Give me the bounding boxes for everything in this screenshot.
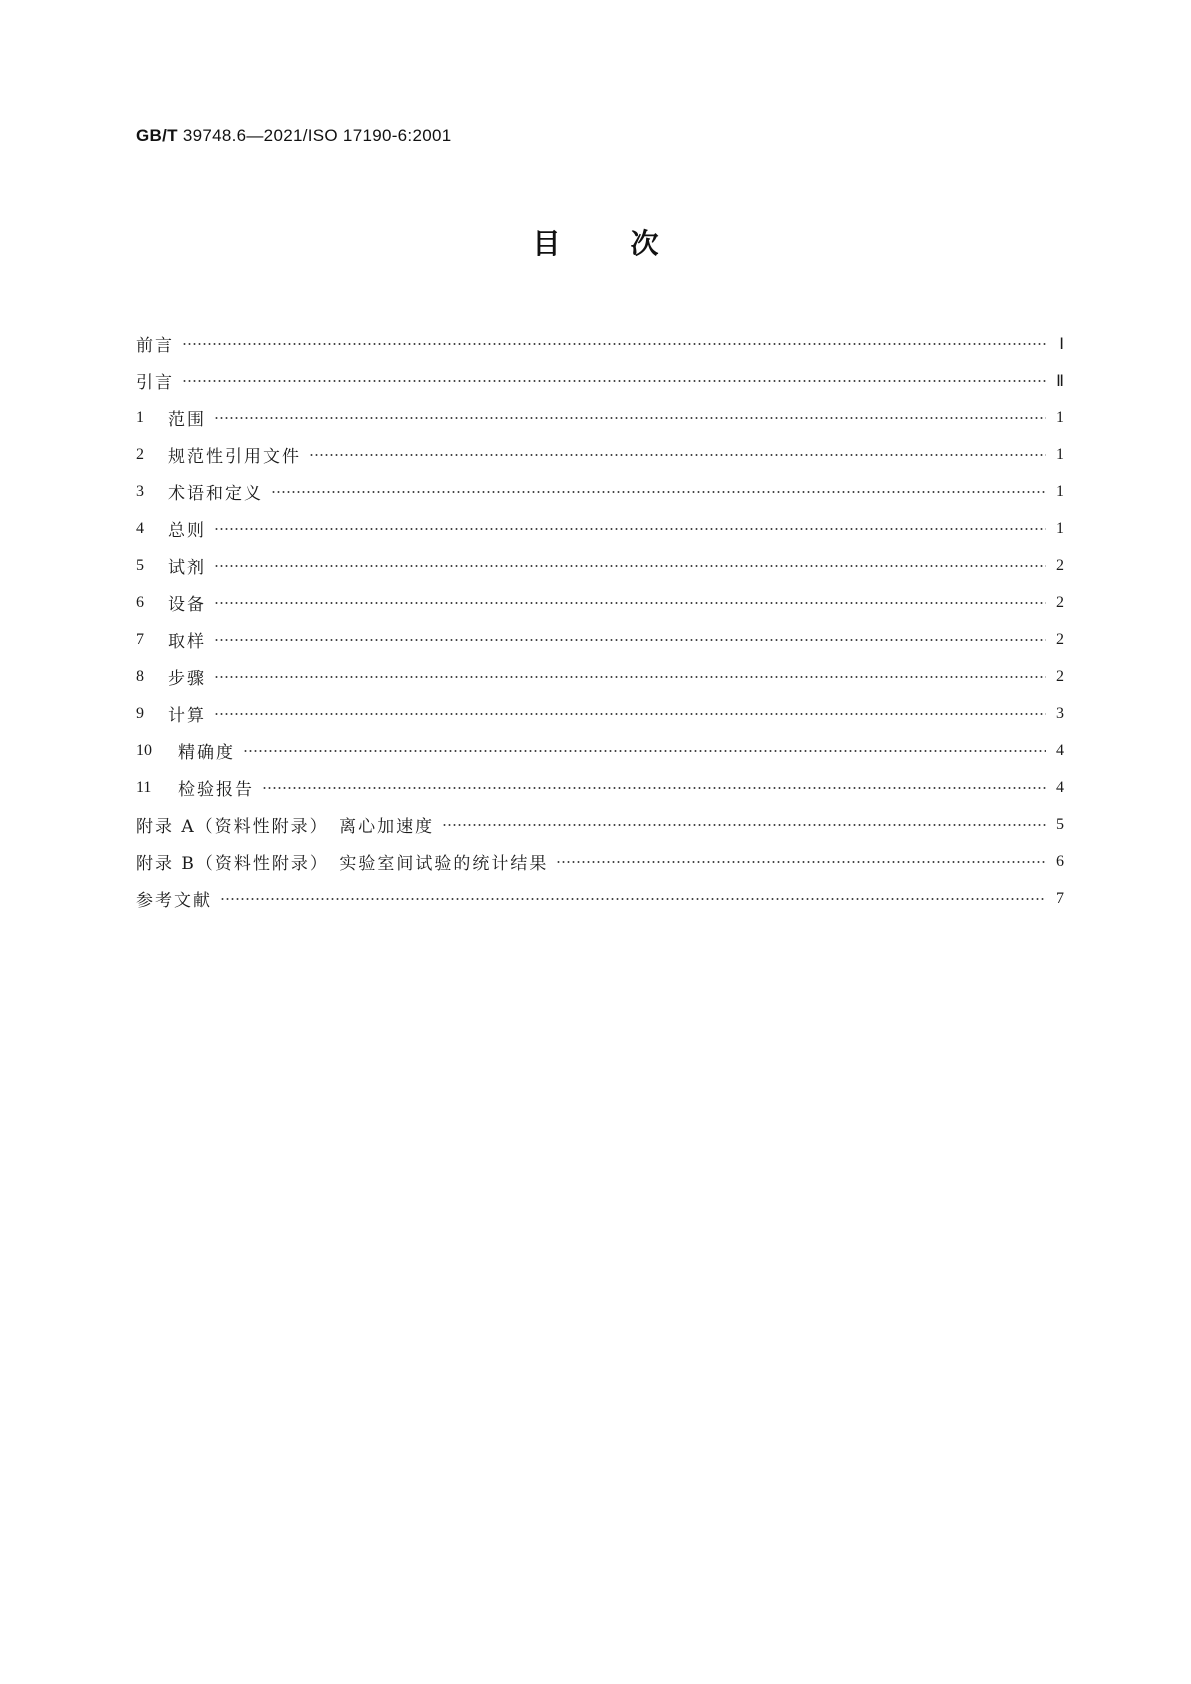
toc-entry-label: 范围 (168, 410, 206, 430)
toc-entry-page-number: Ⅰ (1059, 335, 1064, 353)
toc-dot-leader (214, 417, 1046, 419)
toc-entry-page-number: Ⅱ (1056, 372, 1064, 390)
toc-entry-number: 7 (136, 630, 144, 648)
toc-entry-number: 5 (136, 556, 144, 574)
toc-entry-page-number: 3 (1056, 704, 1064, 722)
toc-entry-label: 参考文献 (136, 891, 212, 911)
toc-dot-leader (214, 676, 1046, 678)
toc-entry[interactable] (136, 658, 1064, 695)
toc-entry[interactable] (136, 473, 1064, 510)
toc-dot-leader (442, 824, 1046, 826)
toc-entry-label: 附录 B（资料性附录） 实验室间试验的统计结果 (136, 854, 549, 874)
toc-entry-number: 8 (136, 667, 144, 685)
standard-code-number: 39748.6—2021/ISO 17190-6:2001 (177, 126, 452, 145)
toc-entry[interactable] (136, 584, 1064, 621)
page-title-char-2: 次 (630, 227, 659, 260)
toc-entry-label: 检验报告 (178, 780, 254, 800)
toc-entry-number: 4 (136, 519, 144, 537)
toc-entry-page-number: 1 (1056, 408, 1064, 426)
toc-entry-label: 设备 (168, 595, 206, 615)
toc-entry[interactable] (136, 436, 1064, 473)
toc-dot-leader (220, 898, 1046, 900)
toc-entry[interactable] (136, 769, 1064, 806)
toc-entry-page-number: 4 (1056, 778, 1064, 796)
toc-entry-number: 9 (136, 704, 144, 722)
toc-entry[interactable] (136, 732, 1064, 769)
toc-entry[interactable] (136, 547, 1064, 584)
toc-entry-page-number: 6 (1056, 852, 1064, 870)
toc-entry-page-number: 1 (1056, 482, 1064, 500)
toc-entry-number: 2 (136, 445, 144, 463)
toc-dot-leader (214, 528, 1046, 530)
toc-dot-leader (214, 565, 1046, 567)
toc-entry[interactable] (136, 325, 1064, 362)
toc-entry-page-number: 1 (1056, 519, 1064, 537)
toc-entry-label: 试剂 (168, 558, 206, 578)
toc-entry-page-number: 2 (1056, 556, 1064, 574)
toc-entry-number: 6 (136, 593, 144, 611)
toc-entry[interactable] (136, 399, 1064, 436)
toc-entry-page-number: 2 (1056, 667, 1064, 685)
toc-entry[interactable] (136, 843, 1064, 880)
toc-dot-leader (262, 787, 1046, 789)
toc-dot-leader (309, 454, 1046, 456)
toc-entry-number: 3 (136, 482, 144, 500)
page-title (0, 222, 1191, 262)
toc-entry-label: 计算 (168, 706, 206, 726)
table-of-contents (136, 325, 1064, 917)
toc-entry-label: 精确度 (178, 743, 235, 763)
toc-entry-label: 总则 (168, 521, 206, 541)
toc-entry-label: 规范性引用文件 (168, 447, 301, 467)
page-title-char-1: 目 (532, 227, 561, 260)
toc-dot-leader (556, 861, 1046, 863)
toc-entry-page-number: 5 (1056, 815, 1064, 833)
toc-entry-number: 11 (136, 778, 152, 796)
toc-entry-label: 引言 (136, 373, 174, 393)
toc-dot-leader (243, 750, 1046, 752)
toc-entry-page-number: 1 (1056, 445, 1064, 463)
toc-entry-label: 取样 (168, 632, 206, 652)
toc-dot-leader (214, 602, 1046, 604)
toc-entry-label: 步骤 (168, 669, 206, 689)
toc-entry-label: 前言 (136, 336, 174, 356)
standard-code-prefix: GB/T (136, 126, 178, 145)
standard-code (136, 126, 451, 146)
toc-dot-leader (214, 713, 1046, 715)
toc-dot-leader (182, 380, 1046, 382)
toc-entry-page-number: 2 (1056, 630, 1064, 648)
toc-entry-page-number: 7 (1056, 889, 1064, 907)
toc-entry-number: 10 (136, 741, 152, 759)
toc-dot-leader (214, 639, 1046, 641)
toc-entry-page-number: 2 (1056, 593, 1064, 611)
toc-entry-number: 1 (136, 408, 144, 426)
toc-entry[interactable] (136, 362, 1064, 399)
toc-dot-leader (182, 343, 1046, 345)
toc-entry-label: 术语和定义 (168, 484, 263, 504)
toc-dot-leader (271, 491, 1046, 493)
toc-entry[interactable] (136, 880, 1064, 917)
toc-entry[interactable] (136, 695, 1064, 732)
toc-entry[interactable] (136, 621, 1064, 658)
toc-entry[interactable] (136, 510, 1064, 547)
toc-entry[interactable] (136, 806, 1064, 843)
toc-entry-label: 附录 A（资料性附录） 离心加速度 (136, 817, 435, 837)
toc-entry-page-number: 4 (1056, 741, 1064, 759)
